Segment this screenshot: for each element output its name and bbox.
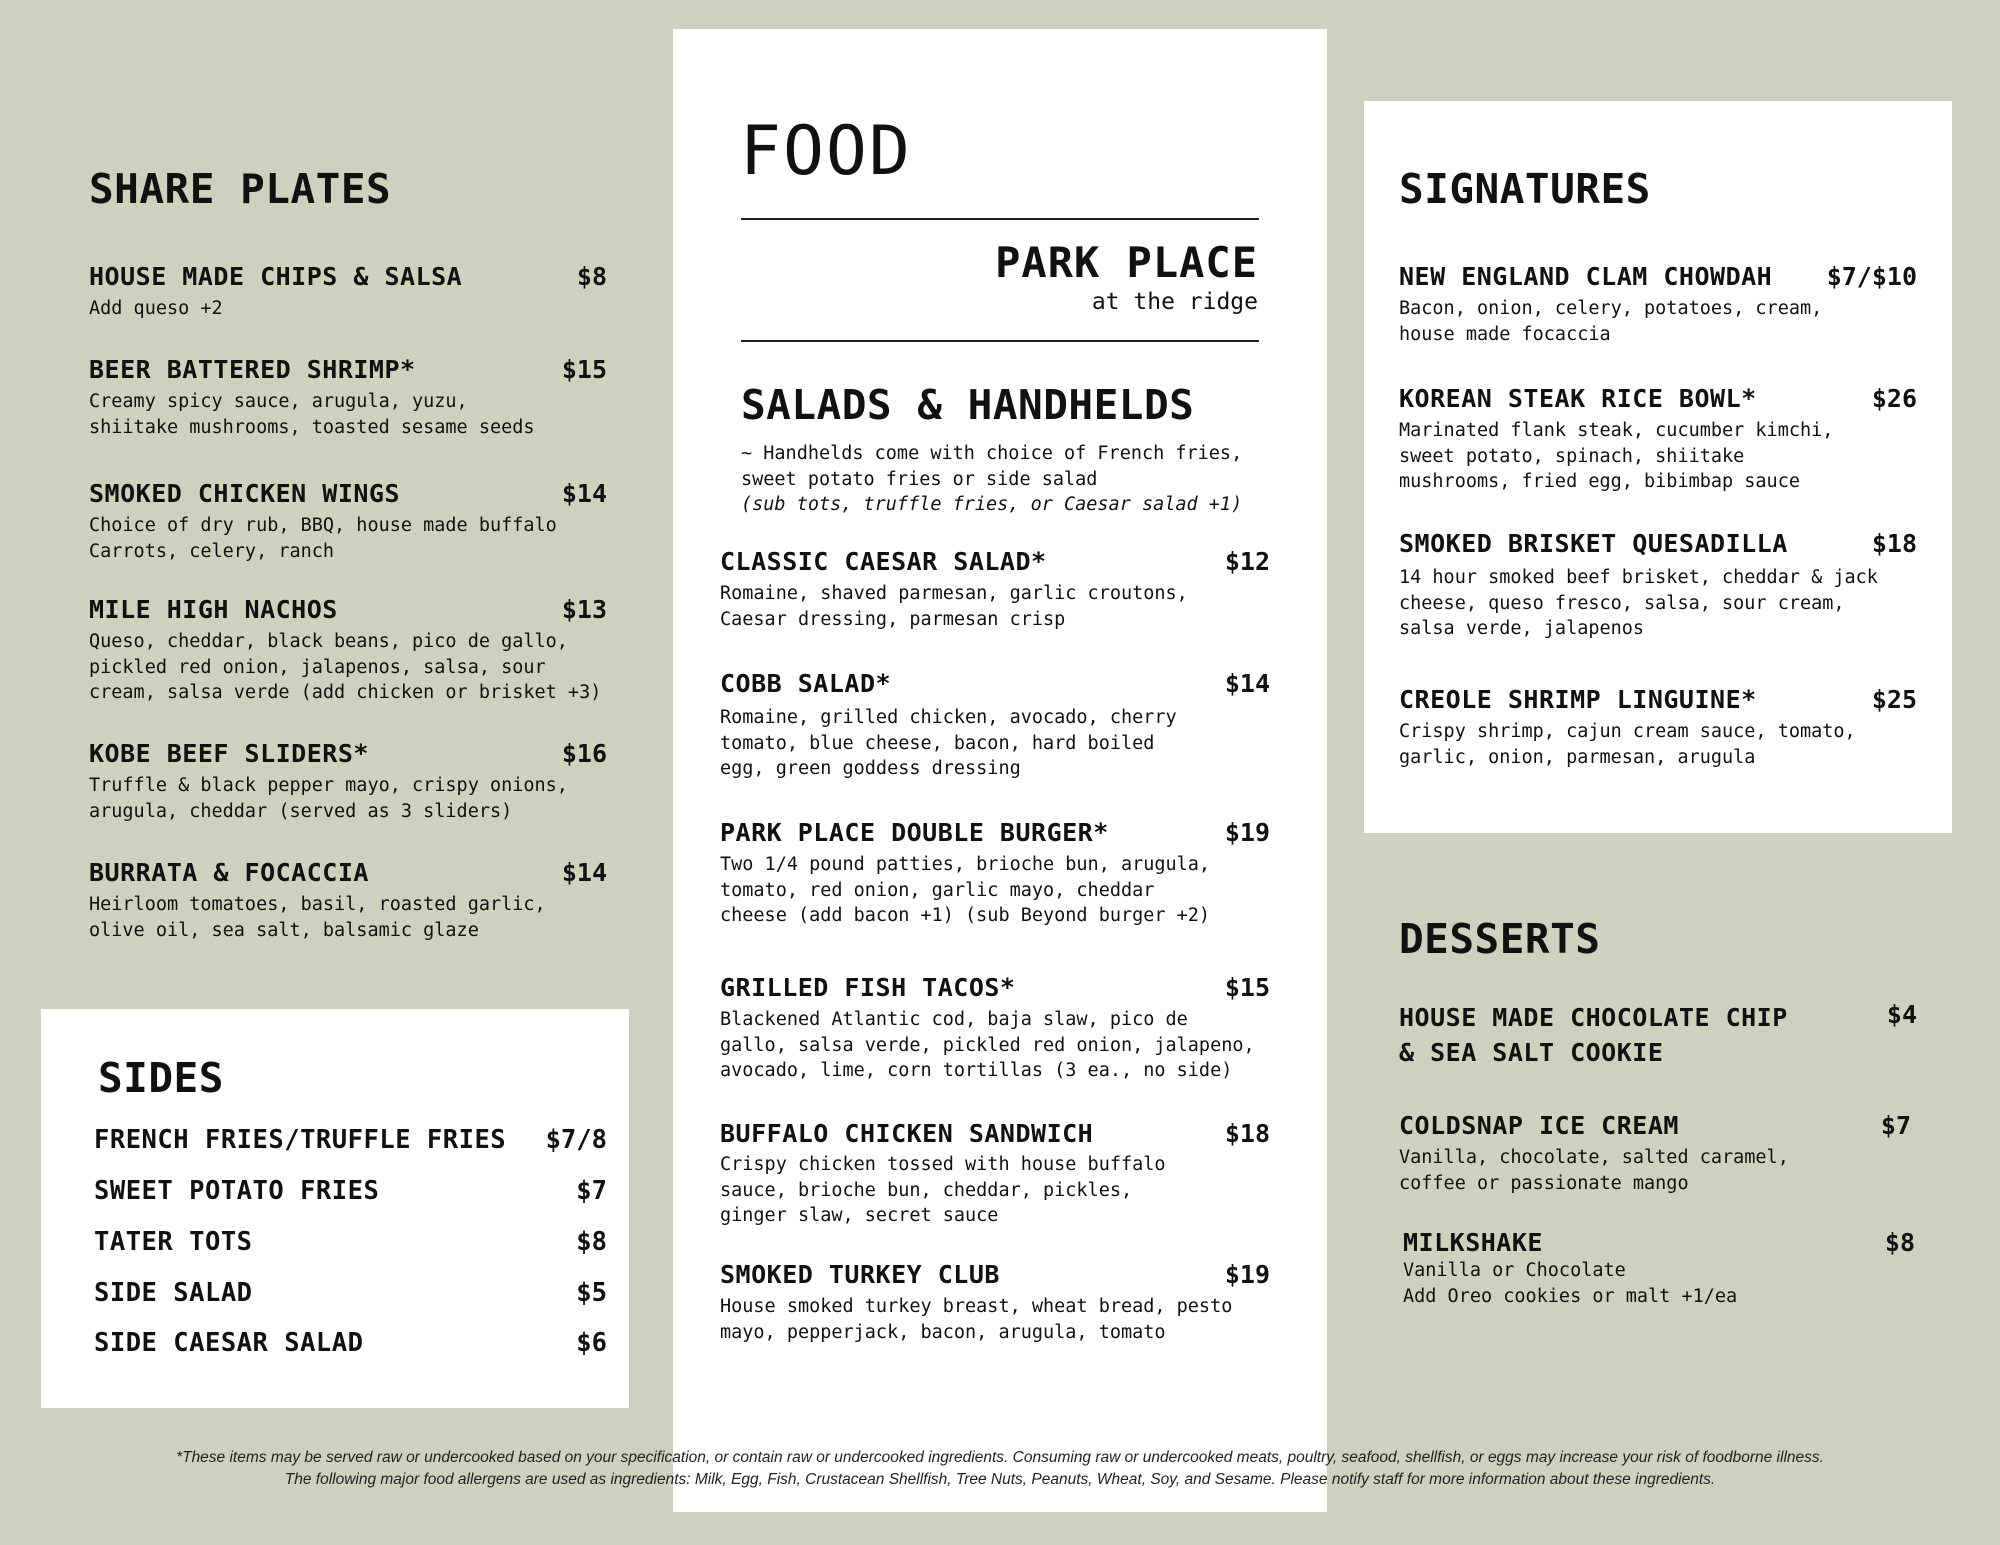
handhelds-note-italic: (sub tots, truffle fries, or Caesar salad +1) [741,494,1243,515]
item-description: Two 1/4 pound patties, brioche bun, arugula, tomato, red onion, garlic mayo, cheddar cheese (add bacon +1) (sub Beyond burger +2) [720,854,1211,926]
restaurant-name: PARK PLACE [995,238,1258,287]
menu-item [720,669,1270,782]
item-description: Vanilla or Chocolate Add Oreo cookies or malt +1/ea [1403,1260,1738,1307]
item-name: HOUSE MADE CHOCOLATE CHIP & SEA SALT COOKIE [1399,1003,1788,1067]
item-name: BEER BATTERED SHRIMP* [89,355,416,384]
share-plates-title: SHARE PLATES [89,165,392,213]
item-price: $18 [1871,529,1917,558]
divider-bottom [741,340,1259,342]
handhelds-note [741,441,1281,518]
item-price: $7 [1880,1111,1911,1140]
salads-handhelds-title: SALADS & HANDHELDS [741,381,1195,429]
item-name: NEW ENGLAND CLAM CHOWDAH [1399,262,1773,291]
item-price: $18 [1224,1119,1270,1148]
item-name: HOUSE MADE CHIPS & SALSA [89,262,463,291]
menu-item [89,479,607,564]
disclaimer-line-2: The following major food allergens are used as ingredients: Milk, Egg, Fish, Crustacean Shellfish, Tree Nuts, Peanuts, Wheat, Soy, and Sesame. Please notify staff for more information about these ingredients. [284,1471,1716,1488]
item-price: $15 [1224,973,1270,1002]
item-description: Choice of dry rub, BBQ, house made buffalo Carrots, celery, ranch [89,515,557,562]
item-name: FRENCH FRIES/TRUFFLE FRIES [94,1125,507,1155]
item-description: Crispy shrimp, cajun cream sauce, tomato, garlic, onion, parmesan, arugula [1399,721,1856,768]
menu-item [89,595,607,706]
item-price: $16 [561,739,607,768]
item-description: House smoked turkey breast, wheat bread, pesto mayo, pepperjack, bacon, arugula, tomato [720,1296,1233,1343]
menu-item [1399,685,1917,770]
menu-item [1399,1000,1917,1070]
item-name: SWEET POTATO FRIES [94,1176,380,1206]
side-item [94,1328,607,1362]
item-description: Bacon, onion, celery, potatoes, cream, house made focaccia [1399,298,1823,345]
item-description: Queso, cheddar, black beans, pico de gallo, pickled red onion, jalapenos, salsa, sour cream, salsa verde (add chicken or brisket +3) [89,631,602,703]
menu-item [1403,1228,1915,1309]
item-name: KOBE BEEF SLIDERS* [89,739,369,768]
item-name: SMOKED TURKEY CLUB [720,1260,1000,1289]
item-name: KOREAN STEAK RICE BOWL* [1399,384,1757,413]
item-name: PARK PLACE DOUBLE BURGER* [720,818,1109,847]
item-price: $4 [1886,1000,1917,1029]
item-name: TATER TOTS [94,1227,253,1257]
item-price: $19 [1224,1260,1270,1289]
item-name: BUFFALO CHICKEN SANDWICH [720,1119,1094,1148]
item-name: COLDSNAP ICE CREAM [1399,1111,1679,1140]
item-name: MILE HIGH NACHOS [89,595,338,624]
menu-item [1399,384,1917,495]
item-price: $12 [1224,547,1270,576]
menu-item [720,547,1270,632]
item-description: Marinated flank steak, cucumber kimchi, sweet potato, spinach, shiitake mushrooms, fried egg, bibimbap sauce [1399,420,1834,492]
item-price: $15 [561,355,607,384]
disclaimer-line-1: *These items may be served raw or undercooked based on your specification, or contain raw or undercooked ingredients. Consuming raw or undercooked meats, poultry, seafood, shellfish, or eggs may increase your risk of foodborne illness. [176,1449,1824,1466]
divider-top [741,218,1259,220]
item-price: $7/$10 [1826,262,1917,291]
item-name: SMOKED CHICKEN WINGS [89,479,401,508]
menu-item [89,858,607,943]
item-name: SIDE CAESAR SALAD [94,1328,364,1358]
item-name: COBB SALAD* [720,669,892,698]
menu-item [1399,262,1917,347]
menu-item [89,739,607,824]
menu-item [720,818,1270,929]
item-price: $7/8 [545,1125,607,1155]
item-price: $6 [576,1328,607,1358]
item-description: Creamy spicy sauce, arugula, yuzu, shiitake mushrooms, toasted sesame seeds [89,391,535,438]
menu-item [720,973,1270,1084]
restaurant-tagline: at the ridge [1091,289,1258,315]
item-price: $8 [1884,1228,1915,1257]
item-price: $8 [576,1227,607,1257]
item-price: $7 [576,1176,607,1206]
menu-item [720,1260,1270,1345]
item-description: 14 hour smoked beef brisket, cheddar & jack cheese, queso fresco, salsa, sour cream, salsa verde, jalapenos [1399,567,1878,639]
sides-title: SIDES [98,1054,224,1102]
item-name: SMOKED BRISKET QUESADILLA [1399,529,1788,558]
item-description: Romaine, grilled chicken, avocado, cherry tomato, blue cheese, bacon, hard boiled egg, green goddess dressing [720,707,1177,779]
side-item [94,1227,607,1261]
item-price: $14 [561,479,607,508]
item-price: $14 [561,858,607,887]
item-price: $14 [1224,669,1270,698]
item-name: SIDE SALAD [94,1278,253,1308]
item-price: $13 [561,595,607,624]
signatures-title: SIGNATURES [1399,165,1651,213]
item-description: Heirloom tomatoes, basil, roasted garlic, olive oil, sea salt, balsamic glaze [89,894,546,941]
item-description: Vanilla, chocolate, salted caramel, coffee or passionate mango [1399,1147,1789,1194]
handhelds-note-text: ~ Handhelds come with choice of French fries, sweet potato fries or side salad [741,443,1243,490]
item-description: Romaine, shaved parmesan, garlic croutons, Caesar dressing, parmesan crisp [720,583,1188,630]
menu-item [89,262,607,322]
menu-item [1399,529,1917,642]
item-name: CLASSIC CAESAR SALAD* [720,547,1047,576]
item-name: GRILLED FISH TACOS* [720,973,1016,1002]
item-description: Truffle & black pepper mayo, crispy onions, arugula, cheddar (served as 3 sliders) [89,775,568,822]
item-description: Add queso +2 [89,298,223,319]
item-price: $25 [1871,685,1917,714]
side-item [94,1176,607,1210]
side-item [94,1125,607,1159]
desserts-title: DESSERTS [1399,915,1601,963]
item-name: BURRATA & FOCACCIA [89,858,369,887]
item-price: $26 [1871,384,1917,413]
item-price: $19 [1224,818,1270,847]
item-price: $8 [576,262,607,291]
item-name: CREOLE SHRIMP LINGUINE* [1399,685,1757,714]
item-description: Blackened Atlantic cod, baja slaw, pico de gallo, salsa verde, pickled red onion, jalapeno, avocado, lime, corn tortillas (3 ea., no side) [720,1009,1255,1081]
menu-item [1399,1111,1911,1196]
allergen-disclaimer [0,1447,2000,1491]
side-item [94,1278,607,1312]
menu-item [720,1119,1270,1229]
item-name: MILKSHAKE [1403,1228,1543,1257]
item-price: $5 [576,1278,607,1308]
page-title: FOOD [740,112,912,191]
item-description: Crispy chicken tossed with house buffalo sauce, brioche bun, cheddar, pickles, ginger slaw, secret sauce [720,1154,1166,1226]
menu-item [89,355,607,440]
